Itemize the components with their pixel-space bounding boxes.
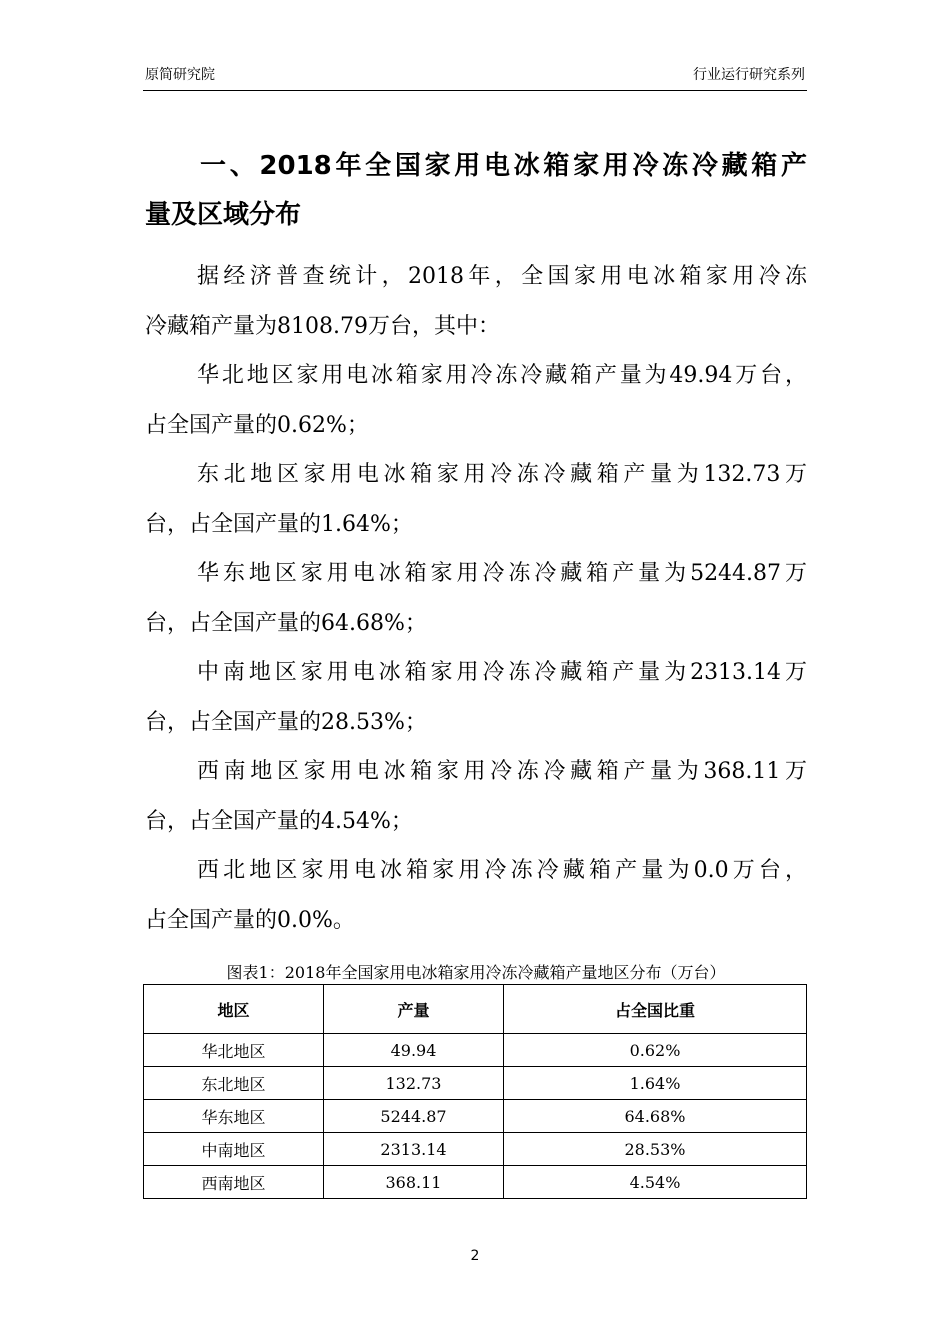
column-header: 地区 (144, 985, 324, 1034)
text-line: 西南地区家用电冰箱家用冷冻冷藏箱产量为368.11万 (197, 759, 807, 784)
cell: 华东地区 (144, 1100, 324, 1133)
text-line: 台，占全国产量的28.53%； (145, 709, 427, 735)
cell: 0.62% (504, 1034, 807, 1067)
text-line: 占全国产量的0.0%。 (145, 907, 355, 933)
paragraph (145, 747, 807, 846)
body-text (145, 252, 807, 945)
text-line: 占全国产量的0.62%； (145, 412, 369, 438)
cell: 132.73 (324, 1067, 504, 1100)
header-divider (143, 90, 807, 91)
title-line: 一、2018年全国家用电冰箱家用冷冻冷藏箱产 (200, 151, 807, 181)
text-line: 台，占全国产量的1.64%； (145, 511, 413, 537)
cell: 4.54% (504, 1166, 807, 1199)
text-line: 台，占全国产量的64.68%； (145, 610, 427, 636)
table-header-row (144, 985, 807, 1034)
cell: 368.11 (324, 1166, 504, 1199)
text-line: 台，占全国产量的4.54%； (145, 808, 413, 834)
paragraph (145, 450, 807, 549)
page-number: 2 (470, 1248, 480, 1264)
paragraph (145, 846, 807, 945)
text-line: 西北地区家用电冰箱家用冷冻冷藏箱产量为0.0万台， (197, 858, 807, 883)
cell: 华北地区 (144, 1034, 324, 1067)
paragraph (145, 549, 807, 648)
text-line: 华北地区家用电冰箱家用冷冻冷藏箱产量为49.94万台， (197, 363, 807, 388)
text-line: 东北地区家用电冰箱家用冷冻冷藏箱产量为132.73万 (197, 462, 807, 487)
table-caption: 图表1：2018年全国家用电冰箱家用冷冻冷藏箱产量地区分布（万台） (226, 963, 726, 982)
cell: 中南地区 (144, 1133, 324, 1166)
paragraph (145, 351, 807, 450)
region-table (143, 984, 807, 1199)
cell: 东北地区 (144, 1067, 324, 1100)
paragraph (145, 648, 807, 747)
running-header (145, 64, 805, 84)
cell: 西南地区 (144, 1166, 324, 1199)
text-line: 华东地区家用电冰箱家用冷冻冷藏箱产量为5244.87万 (197, 561, 807, 586)
text-line: 中南地区家用电冰箱家用冷冻冷藏箱产量为2313.14万 (197, 660, 807, 685)
table-row (144, 1133, 807, 1166)
column-header: 占全国比重 (504, 985, 807, 1034)
cell: 2313.14 (324, 1133, 504, 1166)
column-header: 产量 (324, 985, 504, 1034)
cell: 1.64% (504, 1067, 807, 1100)
table-row (144, 1166, 807, 1199)
cell: 64.68% (504, 1100, 807, 1133)
cell: 28.53% (504, 1133, 807, 1166)
cell: 49.94 (324, 1034, 504, 1067)
text-line: 据经济普查统计，2018年，全国家用电冰箱家用冷冻 (197, 264, 807, 289)
cell: 5244.87 (324, 1100, 504, 1133)
title-line: 量及区域分布 (145, 200, 302, 230)
header-left: 原简研究院 (145, 67, 215, 83)
table-row (144, 1067, 807, 1100)
paragraph (145, 252, 807, 351)
table-row (144, 1034, 807, 1067)
header-right: 行业运行研究系列 (693, 67, 805, 83)
table-row (144, 1100, 807, 1133)
text-line: 冷藏箱产量为8108.79万台，其中： (145, 313, 500, 339)
section-title (145, 142, 807, 240)
